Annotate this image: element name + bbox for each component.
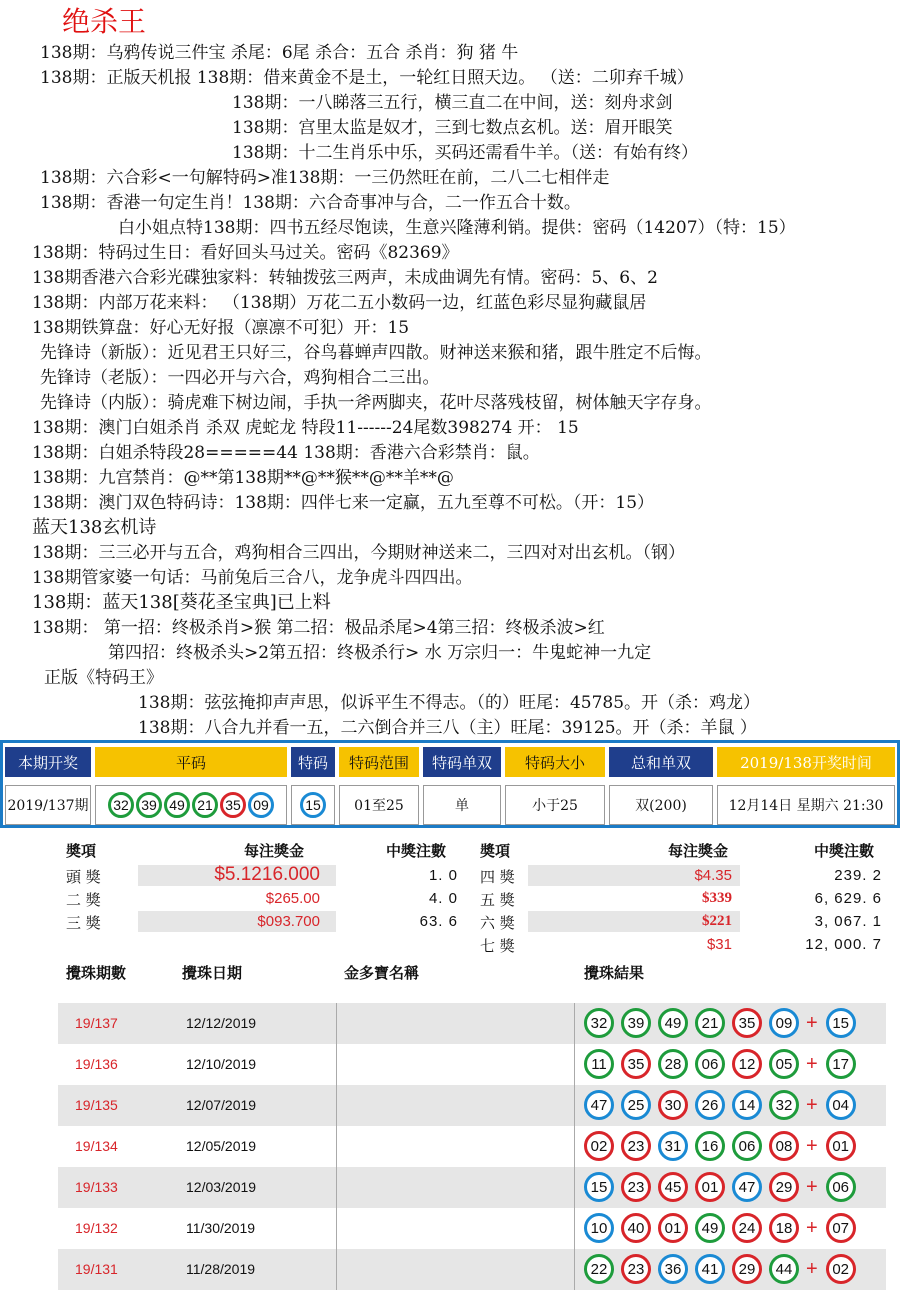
number-ball: 32 [584, 1008, 614, 1038]
prize-amount: $4.35 [694, 867, 732, 884]
text-line: 138期铁算盘：好心无好报（凛凛不可犯）开：15 [32, 318, 410, 338]
text-line: 正版《特码王》 [44, 668, 163, 688]
result-balls [584, 1008, 863, 1038]
draw-date: 12/10/2019 [186, 1056, 257, 1072]
draw-date: 11/30/2019 [186, 1220, 256, 1236]
number-ball: 25 [621, 1090, 651, 1120]
number-ball: 23 [621, 1254, 651, 1284]
text-line: 138期：内部万花来料： （138期）万花二五小数码一边，红蓝色彩尽显狗藏鼠居 [32, 293, 647, 313]
draw-date: 12/07/2019 [186, 1097, 257, 1113]
plus-icon: + [806, 1093, 818, 1116]
number-ball: 30 [658, 1090, 688, 1120]
prize-amount: $31 [706, 936, 732, 953]
table-row [58, 1003, 886, 1044]
number-ball: 28 [658, 1049, 688, 1079]
plus-icon: + [806, 1134, 818, 1157]
table-row [58, 1208, 886, 1249]
text-line: 138期：宫里太监是奴才，三到七数点玄机。送：眉开眼笑 [232, 118, 673, 138]
special-ball: 04 [826, 1090, 856, 1120]
text-line: 138期：乌鸦传说三件宝 杀尾：6尾 杀合：五合 杀肖：狗 猪 牛 [40, 43, 519, 63]
result-balls [584, 1172, 863, 1202]
draw-period: 19/134 [75, 1138, 118, 1154]
number-ball: 15 [584, 1172, 614, 1202]
special-ball: 06 [826, 1172, 856, 1202]
number-ball: 09 [248, 792, 274, 818]
draw-period: 2019/137期 [5, 785, 91, 825]
text-line: 138期：一八睇落三五行，横三直二在中间，送：刻舟求剑 [232, 93, 673, 113]
number-ball: 41 [695, 1254, 725, 1284]
special-odd-even: 单 [423, 785, 501, 825]
text-line: 138期：八合九并看一五，二六倒合并三八（主）旺尾：39125。开（杀：羊鼠 ） [138, 718, 757, 738]
result-balls [584, 1254, 863, 1284]
number-ball: 32 [769, 1090, 799, 1120]
prize-count: 3, 067. 1 [814, 913, 882, 930]
text-line: 138期：白姐杀特段28=====44 138期：香港六合彩禁肖：鼠。 [32, 443, 540, 463]
number-ball: 06 [695, 1049, 725, 1079]
draw-period: 19/137 [75, 1015, 118, 1031]
prize-count: 239. 2 [834, 867, 882, 884]
prize-header-amount: 每注獎金 [668, 842, 729, 860]
number-ball: 06 [732, 1131, 762, 1161]
text-line: 第四招：终极杀头>2第五招：终极杀行> 水 万宗归一：牛鬼蛇神一九定 [108, 643, 652, 663]
draw-date: 12/12/2019 [186, 1015, 257, 1031]
result-balls [584, 1213, 863, 1243]
draw-period: 19/131 [75, 1261, 118, 1277]
prize-count: 4. 0 [428, 890, 458, 907]
number-ball: 36 [658, 1254, 688, 1284]
prize-amount: $265.00 [265, 890, 320, 907]
text-line: 138期：蓝天138[葵花圣宝典]已上料 [32, 592, 331, 613]
number-ball: 31 [658, 1131, 688, 1161]
number-ball: 08 [769, 1131, 799, 1161]
prize-name: 頭 獎 [66, 868, 101, 886]
special-ball: 02 [826, 1254, 856, 1284]
text-line: 138期：特码过生日：看好回头马过关。密码《82369》 [32, 243, 459, 263]
number-ball: 11 [584, 1049, 614, 1079]
number-ball: 49 [658, 1008, 688, 1038]
text-line: 先锋诗（内版）：骑虎难下树边闹，手执一斧两脚夹，花叶尽落残枝留，树体触天字存身。 [40, 393, 712, 413]
special-ball: 07 [826, 1213, 856, 1243]
result-balls [584, 1090, 863, 1120]
text-line: 蓝天138玄机诗 [32, 517, 157, 538]
prize-name: 六 獎 [480, 914, 515, 932]
draw-period: 19/136 [75, 1056, 118, 1072]
text-line: 138期香港六合彩光碟独家料：转轴拨弦三两声，未成曲调先有情。密码：5、6、2 [32, 268, 658, 288]
text-line: 138期：十二生肖乐中乐，买码还需看牛羊。（送：有始有终） [232, 143, 698, 163]
special-size: 小于25 [505, 785, 605, 825]
special-ball: 15 [826, 1008, 856, 1038]
number-ball: 47 [584, 1090, 614, 1120]
number-ball: 21 [695, 1008, 725, 1038]
prize-header-amount: 每注獎金 [244, 842, 305, 860]
text-line: 138期：澳门白姐杀肖 杀双 虎蛇龙 特段11------24尾数398274 开： 15 [32, 418, 579, 438]
number-ball: 32 [108, 792, 134, 818]
sum-odd-even: 双(200) [609, 785, 713, 825]
draw-period: 19/133 [75, 1179, 118, 1195]
number-ball: 02 [584, 1131, 614, 1161]
number-ball: 01 [658, 1213, 688, 1243]
prize-amount: $093.700 [257, 913, 320, 930]
prize-header-count: 中獎注數 [814, 842, 875, 860]
prize-name: 五 獎 [480, 891, 515, 909]
number-ball: 44 [769, 1254, 799, 1284]
prize-name: 四 獎 [480, 868, 515, 886]
header-next-time: 2019/138开奖时间 [717, 747, 895, 777]
history-header-name: 金多寶名稱 [344, 964, 420, 982]
draw-date: 12/05/2019 [186, 1138, 257, 1154]
text-line: 138期：六合彩<一句解特码>准138期：一三仍然旺在前，二八二七相伴走 [40, 168, 610, 188]
number-ball: 35 [621, 1049, 651, 1079]
prize-count: 6, 629. 6 [814, 890, 882, 907]
prize-count: 1. 0 [428, 867, 458, 884]
header-size: 特码大小 [505, 747, 605, 777]
number-ball: 01 [695, 1172, 725, 1202]
header-odd-even: 特码单双 [423, 747, 501, 777]
special-ball: 15 [300, 792, 326, 818]
text-line: 138期：三三必开与五合，鸡狗相合三四出，今期财神送来二，三四对对出玄机。（钢） [32, 543, 685, 563]
draw-date: 12/03/2019 [186, 1179, 257, 1195]
plus-icon: + [806, 1216, 818, 1239]
table-row [58, 1085, 886, 1126]
text-line: 白小姐点特138期：四书五经尽饱读，生意兴隆薄利销。提供：密码（14207）（特：15） [118, 218, 796, 238]
text-line: 138期：澳门双色特码诗：138期：四伴七来一定赢，五九至尊不可松。（开：15） [32, 493, 655, 513]
regular-balls [95, 785, 287, 825]
draw-period: 19/132 [75, 1220, 118, 1236]
number-ball: 35 [732, 1008, 762, 1038]
number-ball: 21 [192, 792, 218, 818]
number-ball: 10 [584, 1213, 614, 1243]
prize-name: 七 獎 [480, 937, 515, 955]
history-header-result: 攪珠結果 [584, 964, 645, 982]
header-range: 特码范围 [339, 747, 419, 777]
special-ball: 01 [826, 1131, 856, 1161]
result-balls [584, 1131, 863, 1161]
text-line: 138期：正版天机报 138期：借来黄金不是土，一轮红日照天边。 （送：二卯弃千城） [40, 68, 694, 88]
history-header-date: 攪珠日期 [182, 964, 243, 982]
prize-header-name: 奬項 [66, 842, 97, 860]
special-range: 01至25 [339, 785, 419, 825]
number-ball: 26 [695, 1090, 725, 1120]
header-period: 本期开奖 [5, 747, 91, 777]
text-line: 138期管家婆一句话：马前兔后三合八，龙争虎斗四四出。 [32, 568, 473, 588]
plus-icon: + [806, 1011, 818, 1034]
history-header-period: 攪珠期數 [66, 964, 127, 982]
draw-period: 19/135 [75, 1097, 118, 1113]
number-ball: 29 [732, 1254, 762, 1284]
prize-amount: $221 [702, 913, 732, 929]
number-ball: 29 [769, 1172, 799, 1202]
text-line: 138期：九宫禁肖：@**第138期**@**猴**@**羊**@ [32, 468, 454, 488]
number-ball: 24 [732, 1213, 762, 1243]
number-ball: 40 [621, 1213, 651, 1243]
number-ball: 23 [621, 1172, 651, 1202]
result-balls [584, 1049, 863, 1079]
table-row [58, 1249, 886, 1290]
prize-header-count: 中獎注數 [386, 842, 447, 860]
prize-amount: $339 [702, 890, 732, 906]
number-ball: 23 [621, 1131, 651, 1161]
text-line: 138期：弦弦掩抑声声思，似诉平生不得志。（的）旺尾：45785。开（杀：鸡龙） [138, 693, 761, 713]
special-ball: 17 [826, 1049, 856, 1079]
prize-count: 63. 6 [419, 913, 458, 930]
text-line: 先锋诗（老版）：一四必开与六合，鸡狗相合二三出。 [40, 368, 440, 388]
plus-icon: + [806, 1052, 818, 1075]
number-ball: 49 [164, 792, 190, 818]
header-special: 特码 [291, 747, 335, 777]
prize-header-name: 奬項 [480, 842, 511, 860]
number-ball: 45 [658, 1172, 688, 1202]
number-ball: 16 [695, 1131, 725, 1161]
draw-date: 11/28/2019 [186, 1261, 256, 1277]
prize-name: 三 獎 [66, 914, 101, 932]
number-ball: 49 [695, 1213, 725, 1243]
number-ball: 22 [584, 1254, 614, 1284]
number-ball: 47 [732, 1172, 762, 1202]
page-title: 绝杀王 [62, 5, 147, 38]
table-row [58, 1044, 886, 1085]
table-row [58, 1126, 886, 1167]
number-ball: 18 [769, 1213, 799, 1243]
special-ball-cell [291, 785, 335, 825]
plus-icon: + [806, 1175, 818, 1198]
header-regular: 平码 [95, 747, 287, 777]
table-row [58, 1167, 886, 1208]
number-ball: 09 [769, 1008, 799, 1038]
prize-name: 二 獎 [66, 891, 101, 909]
plus-icon: + [806, 1257, 818, 1280]
number-ball: 05 [769, 1049, 799, 1079]
number-ball: 39 [621, 1008, 651, 1038]
number-ball: 39 [136, 792, 162, 818]
text-line: 先锋诗（新版）：近见君王只好三，谷鸟暮蝉声四散。财神送来猴和猪，跟牛胜定不后悔。 [40, 343, 712, 363]
number-ball: 12 [732, 1049, 762, 1079]
prize-count: 12, 000. 7 [805, 936, 882, 953]
text-line: 138期：香港一句定生肖！138期：六合奇事冲与合，二一作五合十数。 [40, 193, 581, 213]
header-sum: 总和单双 [609, 747, 713, 777]
next-draw-time: 12月14日 星期六 21:30 [717, 785, 895, 825]
text-line: 138期： 第一招：终极杀肖>猴 第二招：极品杀尾>4第三招：终极杀波>红 [32, 618, 605, 638]
prize-amount: $5.1216.000 [214, 864, 320, 885]
draw-result-table [0, 740, 900, 828]
number-ball: 35 [220, 792, 246, 818]
number-ball: 14 [732, 1090, 762, 1120]
